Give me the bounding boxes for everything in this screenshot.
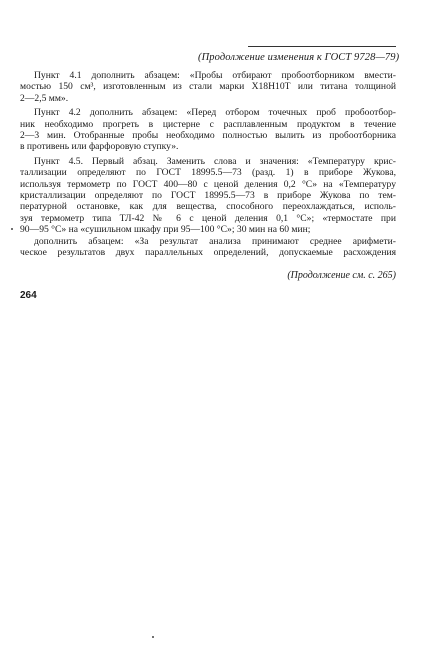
text-line: Пункт 4.5. Первый абзац. Заменить слова и значения: «Температуру крис- [34,155,396,167]
paragraph-4-5-addition [20,236,396,259]
scan-speck [152,636,154,638]
text-line: 2—3 мин. Отобранные пробы необходимо полностью вылить из пробоотборника [20,130,396,142]
paragraph-4-2 [20,107,396,153]
scan-speck [11,228,13,230]
page-number: 264 [20,290,37,301]
text-line: пературной остановке, как для вещества, способного переохлаждаться, исполь- [20,201,396,213]
text-line: зуя термометр типа ТЛ-42 № 6 с ценой деления 0,1 °С»; «термостате при [20,212,396,224]
paragraph-4-5 [20,156,396,236]
document-body [20,70,396,262]
text-line: ник необходимо прогреть в цистерне с расплавленным продуктом в течение [20,118,396,130]
text-line: Пункт 4.2 дополнить абзацем: «Перед отбором точечных проб пробоотбор- [34,107,396,119]
text-line: Пункт 4.1 дополнить абзацем: «Пробы отбирают пробоотборником вмести- [34,70,396,81]
text-line: мостью 150 см³, изготовленным из стали марки Х18Н10Т или титана толщиной [20,81,396,93]
header-rule [248,46,396,47]
text-line: 2—2,5 мм». [20,92,69,104]
footer-continuation-note: (Продолжение см. с. 265) [287,270,396,281]
text-line: в противень или фарфоровую ступку». [20,141,179,153]
text-line: таллизации определяют по ГОСТ 18995.5—73 (разд. 1) в приборе Жукова, [20,167,396,179]
paragraph-4-1 [20,70,396,104]
text-line: дополнить абзацем: «За результат анализа принимают среднее арифмети- [34,235,396,247]
text-line: кристаллизации определяют по ГОСТ 18995.5—73 в приборе Жукова по тем- [20,190,396,202]
header-continuation-note: (Продолжение изменения к ГОСТ 9728—79) [198,52,400,63]
text-line: используя термометр по ГОСТ 400—80 с ценой деления 0,2 °С» на «Температуру [20,178,396,190]
text-line: 90—95 °С» на «сушильном шкафу при 95—100 °С»; 30 мин на 60 мин; [20,224,311,236]
text-line: ческое результатов двух параллельных определений, допускаемые расхождения [20,247,396,259]
